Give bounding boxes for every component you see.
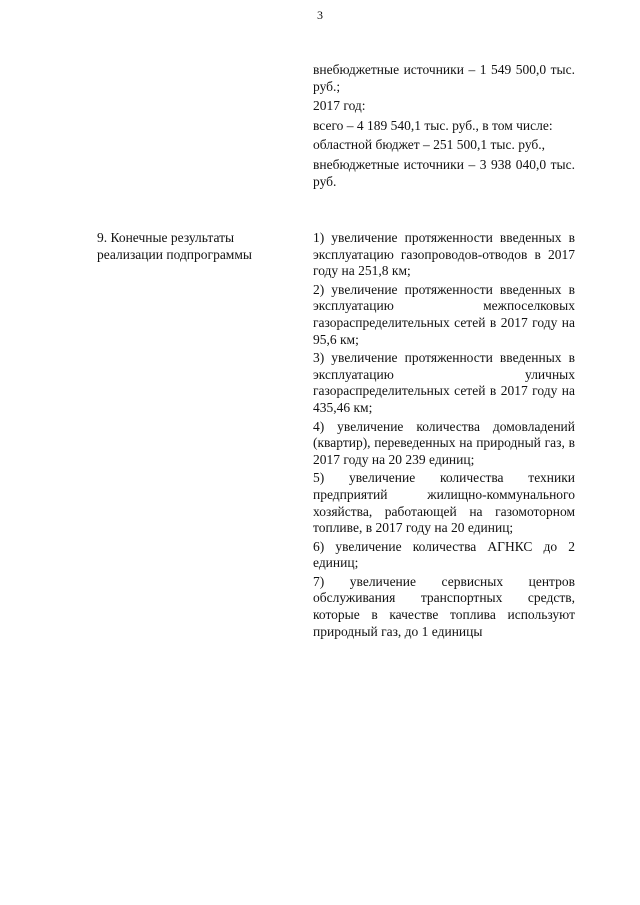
financing-line: областной бюджет – 251 500,1 тыс. руб., — [313, 137, 546, 153]
result-item: 2) увеличение протяженности введенных в эксплуатацию межпоселковых газораспределительных сетей в 2017 году на 95,6 км; — [313, 281, 575, 347]
result-item: 1) увеличение протяженности введенных в эксплуатацию газопроводов-отводов в 2017 году на 251,8 км; — [313, 230, 575, 279]
financing-line: внебюджетные источники – 1 549 500,0 тыс. руб.; — [313, 62, 575, 94]
result-item: 3) увеличение протяженности введенных в эксплуатацию уличных газораспределительных сетей в 2017 году на 435,46 км; — [313, 350, 575, 415]
financing-line: 2017 год: — [313, 98, 366, 114]
financing-line: внебюджетные источники – 3 938 040,0 тыс. руб. — [313, 156, 575, 189]
result-item: 7) увеличение сервисных центров обслуживания транспортных средств, которые в качестве топлива используют природный газ, до 1 единицы — [313, 573, 575, 639]
section-label: 9. Конечные результаты реализации подпрограммы — [97, 230, 252, 262]
page-number: 3 — [317, 8, 323, 22]
result-item: 6) увеличение количества АГНКС до 2 единиц; — [313, 538, 575, 571]
result-item: 5) увеличение количества техники предприятий жилищно-коммунального хозяйства, работающей на газомоторном топливе, в 2017 году на 20 единиц; — [313, 470, 575, 536]
financing-line: всего – 4 189 540,1 тыс. руб., в том числе: — [313, 117, 553, 133]
result-item: 4) увеличение количества домовладений (квартир), переведенных на природный газ, в 2017 году на 20 239 единиц; — [313, 418, 575, 467]
financing-continuation — [313, 62, 575, 193]
results-list — [313, 230, 575, 642]
